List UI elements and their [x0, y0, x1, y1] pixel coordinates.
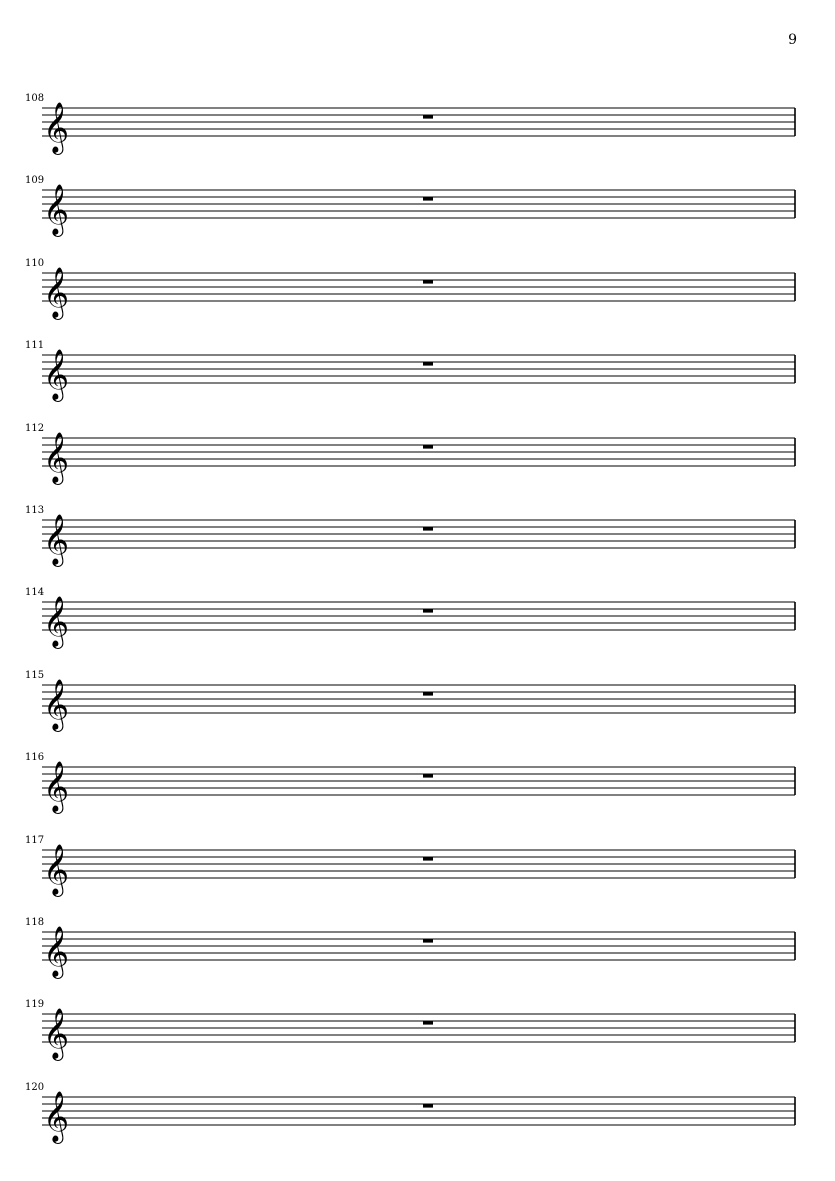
measure-number: 119: [25, 999, 45, 1010]
whole-rest-icon: [423, 774, 433, 778]
treble-clef-icon: 𝄞: [43, 349, 70, 400]
whole-rest-icon: [423, 197, 433, 201]
treble-clef-icon: 𝄞: [43, 184, 70, 235]
staff: [0, 588, 835, 658]
staff-system: [0, 94, 835, 164]
staff-system: [0, 836, 835, 906]
staff: [0, 836, 835, 906]
whole-rest-icon: [423, 939, 433, 943]
staff: [0, 424, 835, 494]
treble-clef-icon: 𝄞: [43, 596, 70, 647]
staff-system: [0, 341, 835, 411]
staff: [0, 176, 835, 246]
staff-system: [0, 176, 835, 246]
measure-number: 112: [25, 423, 45, 434]
whole-rest-icon: [423, 280, 433, 284]
measure-number: 115: [25, 670, 45, 681]
measure-number: 111: [25, 340, 45, 351]
staff-system: [0, 588, 835, 658]
staff-system: [0, 671, 835, 741]
measure-number: 117: [25, 835, 45, 846]
staff: [0, 671, 835, 741]
whole-rest-icon: [423, 857, 433, 861]
measure-number: 114: [25, 587, 45, 598]
staff: [0, 918, 835, 988]
whole-rest-icon: [423, 445, 433, 449]
treble-clef-icon: 𝄞: [43, 514, 70, 565]
staff-system: [0, 753, 835, 823]
measure-number: 116: [25, 752, 45, 763]
staff: [0, 94, 835, 164]
treble-clef-icon: 𝄞: [43, 267, 70, 318]
measure-number: 110: [25, 258, 45, 269]
whole-rest-icon: [423, 362, 433, 366]
whole-rest-icon: [423, 527, 433, 531]
treble-clef-icon: 𝄞: [43, 761, 70, 812]
treble-clef-icon: 𝄞: [43, 1008, 70, 1059]
staff: [0, 341, 835, 411]
staff-system: [0, 506, 835, 576]
whole-rest-icon: [423, 609, 433, 613]
staff: [0, 753, 835, 823]
treble-clef-icon: 𝄞: [43, 844, 70, 895]
measure-number: 108: [25, 93, 45, 104]
staff-system: [0, 918, 835, 988]
treble-clef-icon: 𝄞: [43, 432, 70, 483]
treble-clef-icon: 𝄞: [43, 1091, 70, 1142]
treble-clef-icon: 𝄞: [43, 926, 70, 977]
measure-number: 118: [25, 917, 45, 928]
staff: [0, 1083, 835, 1153]
treble-clef-icon: 𝄞: [43, 102, 70, 153]
measure-number: 113: [25, 505, 45, 516]
staff-system: [0, 259, 835, 329]
measure-number: 120: [25, 1082, 45, 1093]
whole-rest-icon: [423, 1104, 433, 1108]
staff: [0, 506, 835, 576]
staff: [0, 1000, 835, 1070]
staff-system: [0, 1000, 835, 1070]
treble-clef-icon: 𝄞: [43, 679, 70, 730]
whole-rest-icon: [423, 115, 433, 119]
whole-rest-icon: [423, 1021, 433, 1025]
measure-number: 109: [25, 175, 45, 186]
page-number: 9: [788, 32, 797, 48]
whole-rest-icon: [423, 692, 433, 696]
staff: [0, 259, 835, 329]
staff-system: [0, 424, 835, 494]
staff-system: [0, 1083, 835, 1153]
